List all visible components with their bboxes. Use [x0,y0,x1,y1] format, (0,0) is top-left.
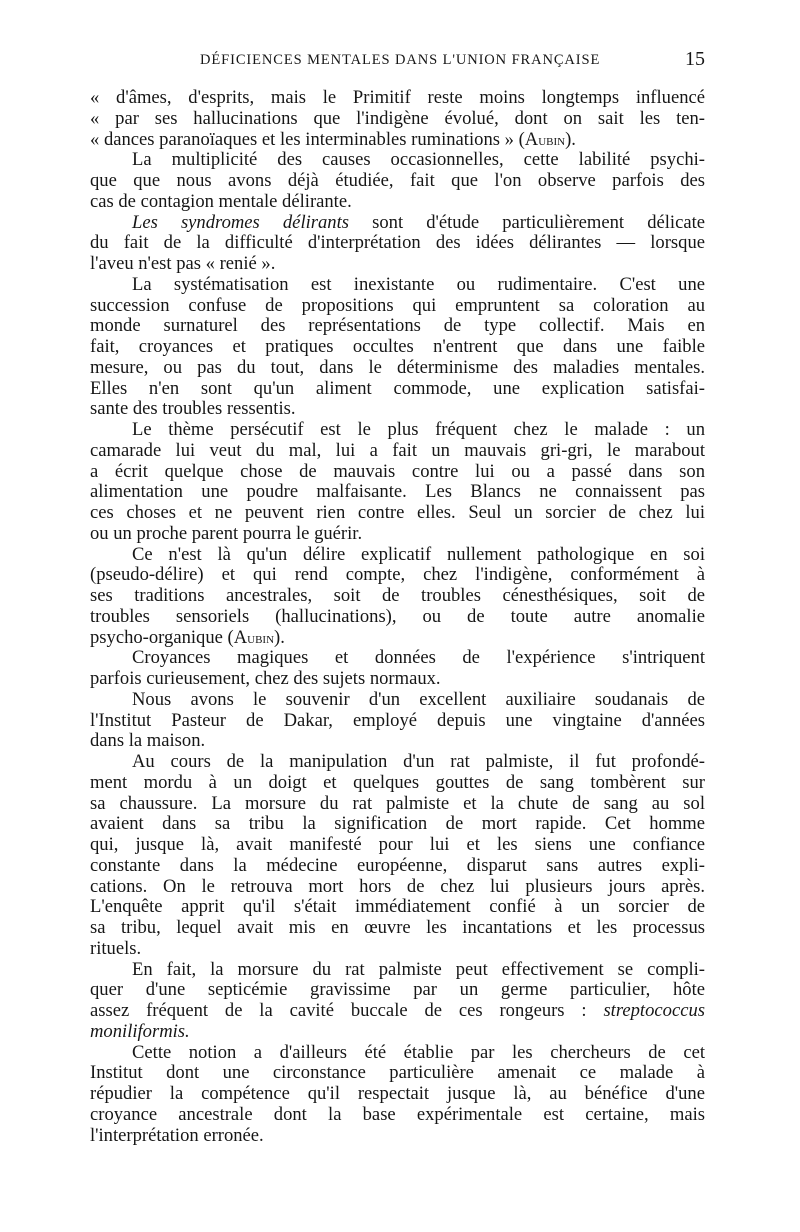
text-line: l'aveu n'est pas « renié ». [90,253,276,274]
paragraph [90,752,705,960]
text-line: Elles n'en sont qu'un aliment commode, une explication satisfai- [90,377,705,399]
text-line: Croyances magiques et données de l'expérience s'intriquent [132,647,705,669]
text-line: « par ses hallucinations que l'indigène évolué, dont on sait les ten- [90,107,705,129]
text-line: quer d'une septicémie gravissime par un germe particulier, hôte [90,979,705,1001]
text-line: (pseudo-délire) et qui rend compte, chez l'indigène, conformément à [90,564,705,586]
text-line: psycho-organique (Aubin). [90,626,285,648]
paragraph [90,1043,705,1147]
paragraph [90,420,705,545]
text-line: que que nous avons déjà étudiée, fait que l'on observe parfois des [90,170,705,191]
page-header [200,48,705,74]
text-line: constante dans la médecine européenne, disparut sans autres expli- [90,854,705,876]
text-line: La multiplicité des causes occasionnelles, cette labilité psychi- [132,149,705,171]
text-line: « dances paranoïaques et les interminables ruminations » (Aubin). [90,128,576,150]
text-line: ou un proche parent pourra le guérir. [90,522,363,544]
text-line: cas de contagion mentale délirante. [90,190,352,212]
text-line: l'Institut Pasteur de Dakar, employé depuis une vingtaine d'années [90,709,705,731]
text-line: assez fréquent de la cavité buccale de ces rongeurs : streptococcus [90,1000,705,1021]
paragraph [90,88,705,150]
text-line: l'interprétation erronée. [90,1124,264,1146]
text-line: avaient dans sa tribu la signification de mort rapide. Cet homme [90,813,705,835]
text-line: camarade lui veut du mal, lui a fait un mauvais gri-gri, le marabout [90,439,705,461]
text-line: monde surnaturel des représentations de type collectif. Mais en [90,315,705,337]
page-number: 15 [685,48,705,70]
text-line: cations. On le retrouva mort hors de chez lui plusieurs jours après. [90,875,705,897]
text-line: ses traditions ancestrales, soit de troubles cénesthésiques, soit de [90,585,705,606]
text-line: sa chaussure. La morsure du rat palmiste et la chute de sang au sol [90,792,705,814]
text-line: troubles sensoriels (hallucinations), ou de toute autre anomalie [90,605,705,627]
paragraph [90,213,705,275]
text-line: fait, croyances et pratiques occultes n'entrent que dans une faible [90,336,705,357]
text-line: ces choses et ne peuvent rien contre elles. Seul un sorcier de chez lui [90,502,705,523]
text-line: La systématisation est inexistante ou rudimentaire. C'est une [132,273,705,295]
text-line: croyance ancestrale dont la base expérimentale est certaine, mais [90,1103,705,1125]
text-line: a écrit quelque chose de mauvais contre lui ou a passé dans son [90,460,705,482]
paragraph [90,690,705,752]
text-line: ment mordu à un doigt et quelques gouttes de sang tombèrent sur [90,771,705,793]
text-line: qui, jusque là, avait manifesté pour lui et les siens une confiance [90,834,705,855]
text-line: Au cours de la manipulation d'un rat palmiste, il fut profondé- [132,751,705,772]
text-line: Institut dont une circonstance particulière amenait ce malade à [90,1062,705,1084]
paragraph [90,275,705,420]
text-line: du fait de la difficulté d'interprétation des idées délirantes — lorsque [90,232,705,254]
text-line: succession confuse de propositions qui empruntent sa coloration au [90,294,705,316]
text-line: répudier la compétence qu'il respectait jusque là, au bénéfice d'une [90,1083,705,1104]
text-line: sa tribu, lequel avait mis en œuvre les incantations et les processus [90,917,705,938]
text-line: parfois curieusement, chez des sujets normaux. [90,668,441,689]
text-line: En fait, la morsure du rat palmiste peut effectivement se compli- [132,958,705,980]
text-line: dans la maison. [90,730,206,752]
paragraph [90,545,705,649]
text-line: L'enquête apprit qu'il s'était immédiatement confié à un sorcier de [90,896,705,918]
paragraph [90,150,705,212]
text-line: alimentation une poudre malfaisante. Les Blancs ne connaissent pas [90,481,705,503]
body-text [90,88,705,1146]
paragraph [90,648,705,690]
text-line: moniliformis. [90,1020,190,1042]
text-line: « d'âmes, d'esprits, mais le Primitif reste moins longtemps influencé [90,87,705,108]
text-line: Nous avons le souvenir d'un excellent auxiliaire soudanais de [132,688,705,710]
text-line: rituels. [90,937,142,959]
text-line: Ce n'est là qu'un délire explicatif nullement pathologique en soi [132,543,705,565]
text-line: mesure, ou pas du tout, dans le déterminisme des maladies mentales. [90,356,705,378]
text-line: Le thème persécutif est le plus fréquent chez le malade : un [132,419,705,440]
paragraph [90,960,705,1043]
text-line: sante des troubles ressentis. [90,398,296,420]
text-line: Les syndromes délirants sont d'étude particulièrement délicate [132,211,705,233]
text-line: Cette notion a d'ailleurs été établie par les chercheurs de cet [132,1041,705,1063]
running-title: DÉFICIENCES MENTALES DANS L'UNION FRANÇAISE [200,52,601,68]
